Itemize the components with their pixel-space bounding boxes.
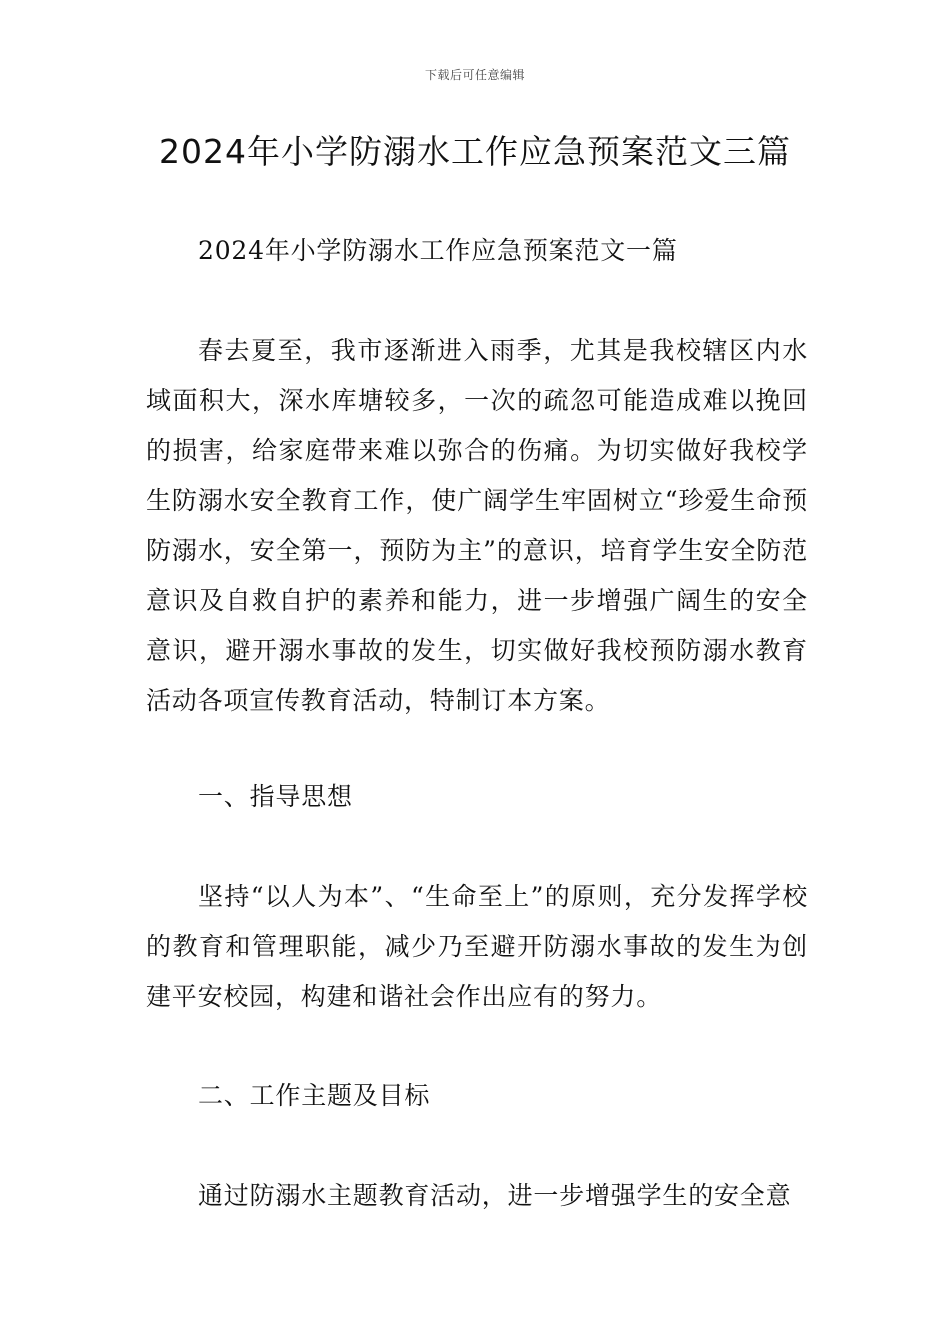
paragraph-guiding-ideology: 坚持“以人为本”、“生命至上”的原则，充分发挥学校的教育和管理职能，减少乃至避开防溺水事故的发生为创建平安校园，构建和谐社会作出应有的努力。 <box>146 882 808 1011</box>
header-note: 下载后可任意编辑 <box>424 68 525 82</box>
document-title: 2024年小学防溺水工作应急预案范文三篇 <box>159 132 791 171</box>
paragraph-intro: 春去夏至，我市逐渐进入雨季，尤其是我校辖区内水域面积大，深水库塘较多，一次的疏忽可能造成难以挽回的损害，给家庭带来难以弥合的伤痛。为切实做好我校学生防溺水安全教育工作，使广阔学生牢固树立“珍爱生命预防溺水，安全第一，预防为主”的意识，培育学生安全防范意识及自救自护的素养和能力，进一步增强广阔生的安全意识，避开溺水事故的发生，切实做好我校预防溺水教育活动各项宣传教育活动，特制订本方案。 <box>146 336 808 715</box>
heading-guiding-ideology: 一、指导思想 <box>198 782 353 811</box>
heading-work-theme: 二、工作主题及目标 <box>198 1081 431 1110</box>
section-subtitle: 2024年小学防溺水工作应急预案范文一篇 <box>198 236 678 265</box>
paragraph-work-theme: 通过防溺水主题教育活动，进一步增强学生的安全意 <box>198 1181 792 1210</box>
